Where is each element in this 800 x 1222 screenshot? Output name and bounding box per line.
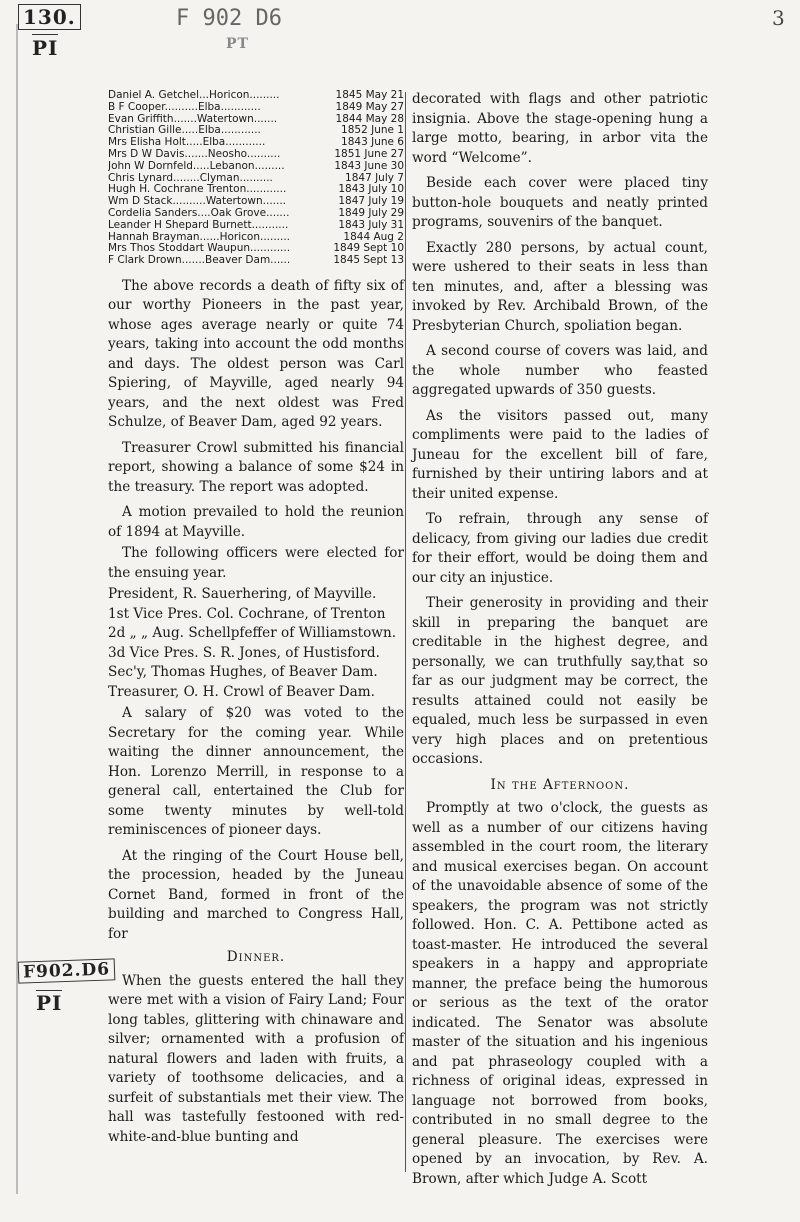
paragraph-guest-count: Exactly 280 persons, by actual count, were ushered to their seats in less than ten minutes, and, after a blessing was invoked by Rev. Archibald Brown, of the Presbyterian Church, spoliation began. [412, 239, 708, 334]
paragraph-treasurer-report: Treasurer Crowl submitted his financial report, showing a balance of some $24 in the treasury. The report was adopted. [108, 439, 404, 495]
ledger-row: Chris Lynard........Clyman.......... 1847 July 7 [108, 172, 404, 184]
archive-mark-top-center: F 902 D6 [176, 6, 282, 31]
ledger-row: Mrs Thos Stoddart Waupun............ 1849 Sept 10 [108, 243, 404, 255]
paragraph-decorations: decorated with flags and other patriotic insignia. Above the stage-opening hung a large motto, bearing, in arbor vita the word “Welcome”. [412, 91, 708, 166]
paragraph-afternoon: Promptly at two o'clock, the guests as well as a number of our citizens having assembled in the court room, the literary and musical exercises began. On account of the unavoidable absence of some of the speakers, the program was not strictly followed. Hon. C. A. Pettibone acted as toast-master. He introduced the several speakers in a happy and appropriate manner, the preface being the humorous or serious as the text of the orator indicated. The Senator was absolute master of the situation and his ingenious and pat phraseology coupled with a richness of original ideas, expressed in language not borrowed from books, contributed in no small degree to the general pleasure. The exercises were opened by an invocation, by Rev. A. Brown, after which Judge A. Scott [412, 800, 708, 1187]
officer-treasurer: Treasurer, O. H. Crowl of Beaver Dam. [108, 683, 375, 700]
page-number: 3 [772, 6, 786, 30]
left-column [108, 90, 404, 1153]
ledger-row: Christian Gille.....Elba............ 1852 June 1 [108, 125, 404, 137]
paragraph-officers-intro: The following officers were elected for the ensuing year. [108, 545, 404, 581]
ledger-row: Leander H Shepard Burnett........... 1843 July 31 [108, 219, 404, 231]
ledger-row: Cordelia Sanders....Oak Grove....... 1849 July 29 [108, 207, 404, 219]
ledger-row: B F Cooper..........Elba............ 1849 May 27 [108, 101, 404, 113]
paragraph-credit: To refrain, through any sense of delicacy, from giving our ladies due credit for their effort, would be doing them and our city an injustice. [412, 511, 708, 586]
officer-president: President, R. Sauerhering, of Mayville. [108, 586, 377, 603]
ledger-row: F Clark Drown.......Beaver Dam...... 1845 Sept 13 [108, 255, 404, 267]
right-column [412, 90, 708, 1195]
page-edge-line [16, 24, 18, 1194]
archive-mark-top-left-sub: PI [32, 36, 59, 60]
paragraph-compliments: As the visitors passed out, many compliments were paid to the ladies of Juneau for the excellent bill of fare, furnished by their untiring labors and at their united expense. [412, 407, 708, 502]
paragraph-deaths-summary: The above records a death of fifty six of our worthy Pioneers in the past year, whose ages average nearly or quite 74 years, taking into account the odd months and days. The oldest person was Carl Spiering, of Mayville, aged nearly 94 years, and the next oldest was Fred Schulze, of Beaver Dam, aged 92 years. [108, 277, 404, 431]
archive-mark-margin: F902.D6 [18, 958, 116, 983]
ledger-row: John W Dornfeld.....Lebanon......... 1843 June 30 [108, 160, 404, 172]
paragraph-salary: A salary of $20 was voted to the Secretary for the coming year. While waiting the dinner announcement, the Hon. Lorenzo Merrill, in response to a general call, entertained the Club for some twenty minutes by well-told reminiscences of pioneer days. [108, 705, 404, 839]
ledger-row: Daniel A. Getchel...Horicon......... 1845 May 21 [108, 90, 404, 101]
officer-vice-2: 2d „ „ Aug. Schellpfeffer of Williamstown. [108, 625, 397, 642]
ledger-row: Mrs Elisha Holt.....Elba............ 1843 June 6 [108, 137, 404, 149]
ledger-row: Hugh H. Cochrane Trenton............ 1843 July 10 [108, 184, 404, 196]
column-divider [405, 92, 406, 1172]
ledger-row: Mrs D W Davis.......Neosho.......... 1851 June 27 [108, 148, 404, 160]
obituary-ledger [108, 90, 404, 267]
ledger-row: Evan Griffith.......Watertown....... 1844 May 28 [108, 113, 404, 125]
paragraph-procession: At the ringing of the Court House bell, the procession, headed by the Juneau Cornet Band, formed in front of the building and marched to Congress Hall, for [108, 847, 404, 942]
paragraph-reunion-motion: A motion prevailed to hold the reunion of 1894 at Mayville. [108, 504, 404, 540]
archive-mark-top-left: 130. [18, 4, 81, 30]
paragraph-generosity: Their generosity in providing and their skill in preparing the banquet are creditable in the highest degree, and personally, we can truthfully say,that so far as our judgment may be correct, the results attained could not easily be equaled, much less be surpassed in even very high places and on pretentious occasions. [412, 595, 708, 767]
officer-secretary: Sec'y, Thomas Hughes, of Beaver Dam. [108, 664, 378, 681]
officer-vice-1: 1st Vice Pres. Col. Cochrane, of Trenton [108, 605, 386, 622]
paragraph-bouquets: Beside each cover were placed tiny button-hole bouquets and neatly printed programs, souvenirs of the banquet. [412, 175, 708, 230]
heading-dinner: Dinner. [226, 949, 286, 966]
officer-vice-3: 3d Vice Pres. S. R. Jones, of Hustisford. [108, 644, 380, 661]
heading-afternoon: In the Afternoon. [490, 776, 630, 793]
ledger-row: Hannah Brayman......Horicon......... 1844 Aug 2 [108, 231, 404, 243]
paragraph-second-course: A second course of covers was laid, and the whole number who feasted aggregated upwards of 350 guests. [412, 343, 708, 398]
ledger-row: Wm D Stack..........Watertown....... 1847 July 19 [108, 196, 404, 208]
archive-mark-top-center-sub: PT [226, 36, 249, 52]
archive-mark-margin-sub: PI [36, 991, 63, 1015]
paragraph-dinner: When the guests entered the hall they were met with a vision of Fairy Land; Four long tables, glittering with chinaware and silver; ornamented with a profusion of natural flowers and laden with fruits, a variety of toothsome delicacies, and a surfeit of substantials met their view. The hall was tastefully festooned with red-white-and-blue bunting and [108, 972, 404, 1145]
